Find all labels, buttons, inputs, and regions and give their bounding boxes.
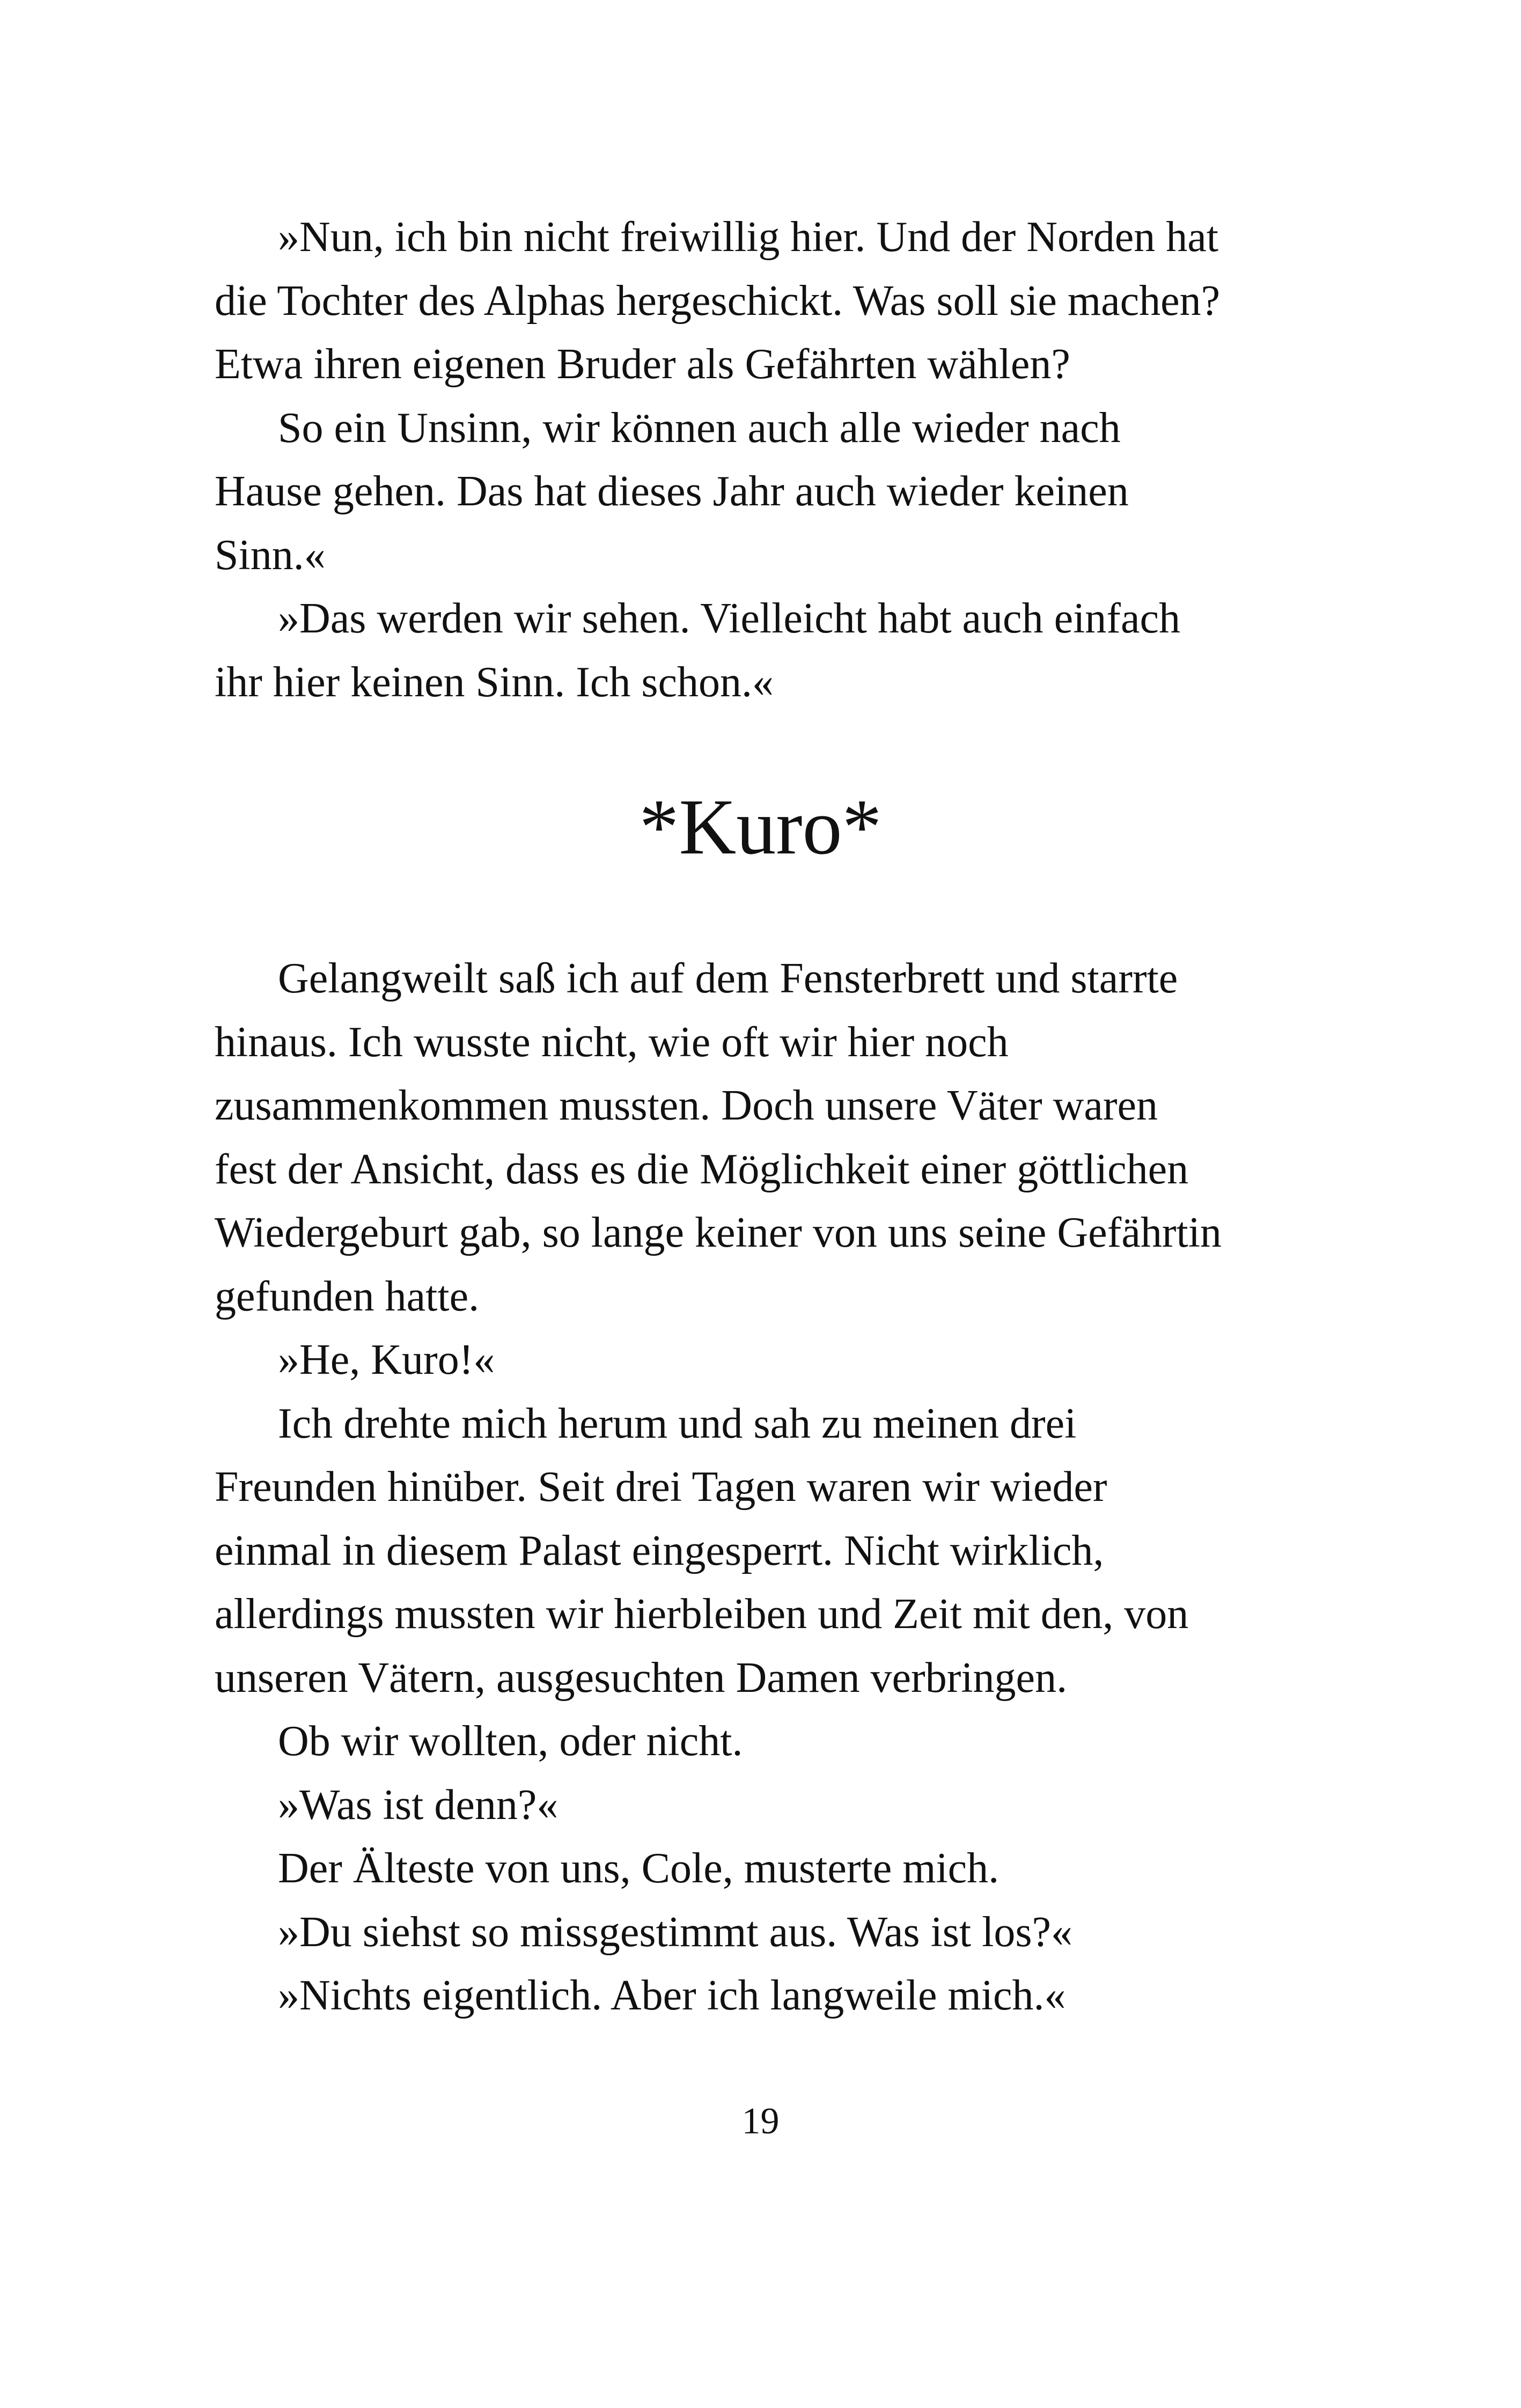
text-line: Ob wir wollten, oder nicht.: [278, 1718, 743, 1765]
text-line: Ich drehte mich herum und sah zu meinen drei: [278, 1400, 1077, 1447]
text-line: »Nichts eigentlich. Aber ich langweile mich.«: [278, 1972, 1066, 2019]
text-line: unseren Vätern, ausgesuchten Damen verbringen.: [215, 1654, 1068, 1702]
text-line: fest der Ansicht, dass es die Möglichkeit einer göttlichen: [215, 1145, 1189, 1193]
section-heading: *Kuro*: [639, 783, 882, 871]
text-line: Wiedergeburt gab, so lange keiner von uns seine Gefährtin: [215, 1209, 1222, 1256]
text-line: »Du siehst so missgestimmt aus. Was ist los?«: [278, 1908, 1073, 1956]
text-line: Freunden hinüber. Seit drei Tagen waren wir wieder: [215, 1463, 1107, 1511]
page-number: 19: [741, 2101, 780, 2142]
text-line: Gelangweilt saß ich auf dem Fensterbrett und starrte: [278, 955, 1178, 1002]
text-line: die Tochter des Alphas hergeschickt. Was soll sie machen?: [215, 277, 1221, 325]
text-block-narrative: [215, 947, 1331, 2028]
text-line: gefunden hatte.: [215, 1272, 480, 1320]
text-line: »Was ist denn?«: [278, 1781, 559, 1829]
text-line: zusammenkommen mussten. Doch unsere Väter waren: [215, 1082, 1158, 1129]
text-line: Etwa ihren eigenen Bruder als Gefährten wählen?: [215, 341, 1070, 388]
text-line: So ein Unsinn, wir können auch alle wieder nach: [278, 404, 1121, 452]
text-line: allerdings mussten wir hierbleiben und Zeit mit den, von: [215, 1590, 1189, 1638]
text-line: Hause gehen. Das hat dieses Jahr auch wieder keinen: [215, 468, 1129, 515]
text-line: ihr hier keinen Sinn. Ich schon.«: [215, 658, 774, 706]
text-line: Der Älteste von uns, Cole, musterte mich.: [278, 1845, 1000, 1892]
text-line: einmal in diesem Palast eingesperrt. Nicht wirklich,: [215, 1527, 1104, 1574]
text-line: »He, Kuro!«: [278, 1336, 495, 1383]
text-line: »Nun, ich bin nicht freiwillig hier. Und der Norden hat: [278, 213, 1218, 261]
text-line: hinaus. Ich wusste nicht, wie oft wir hier noch: [215, 1018, 1009, 1066]
text-line: Sinn.«: [215, 531, 326, 579]
text-block-dialogue: [215, 205, 1331, 714]
text-line: »Das werden wir sehen. Vielleicht habt auch einfach: [278, 595, 1180, 642]
